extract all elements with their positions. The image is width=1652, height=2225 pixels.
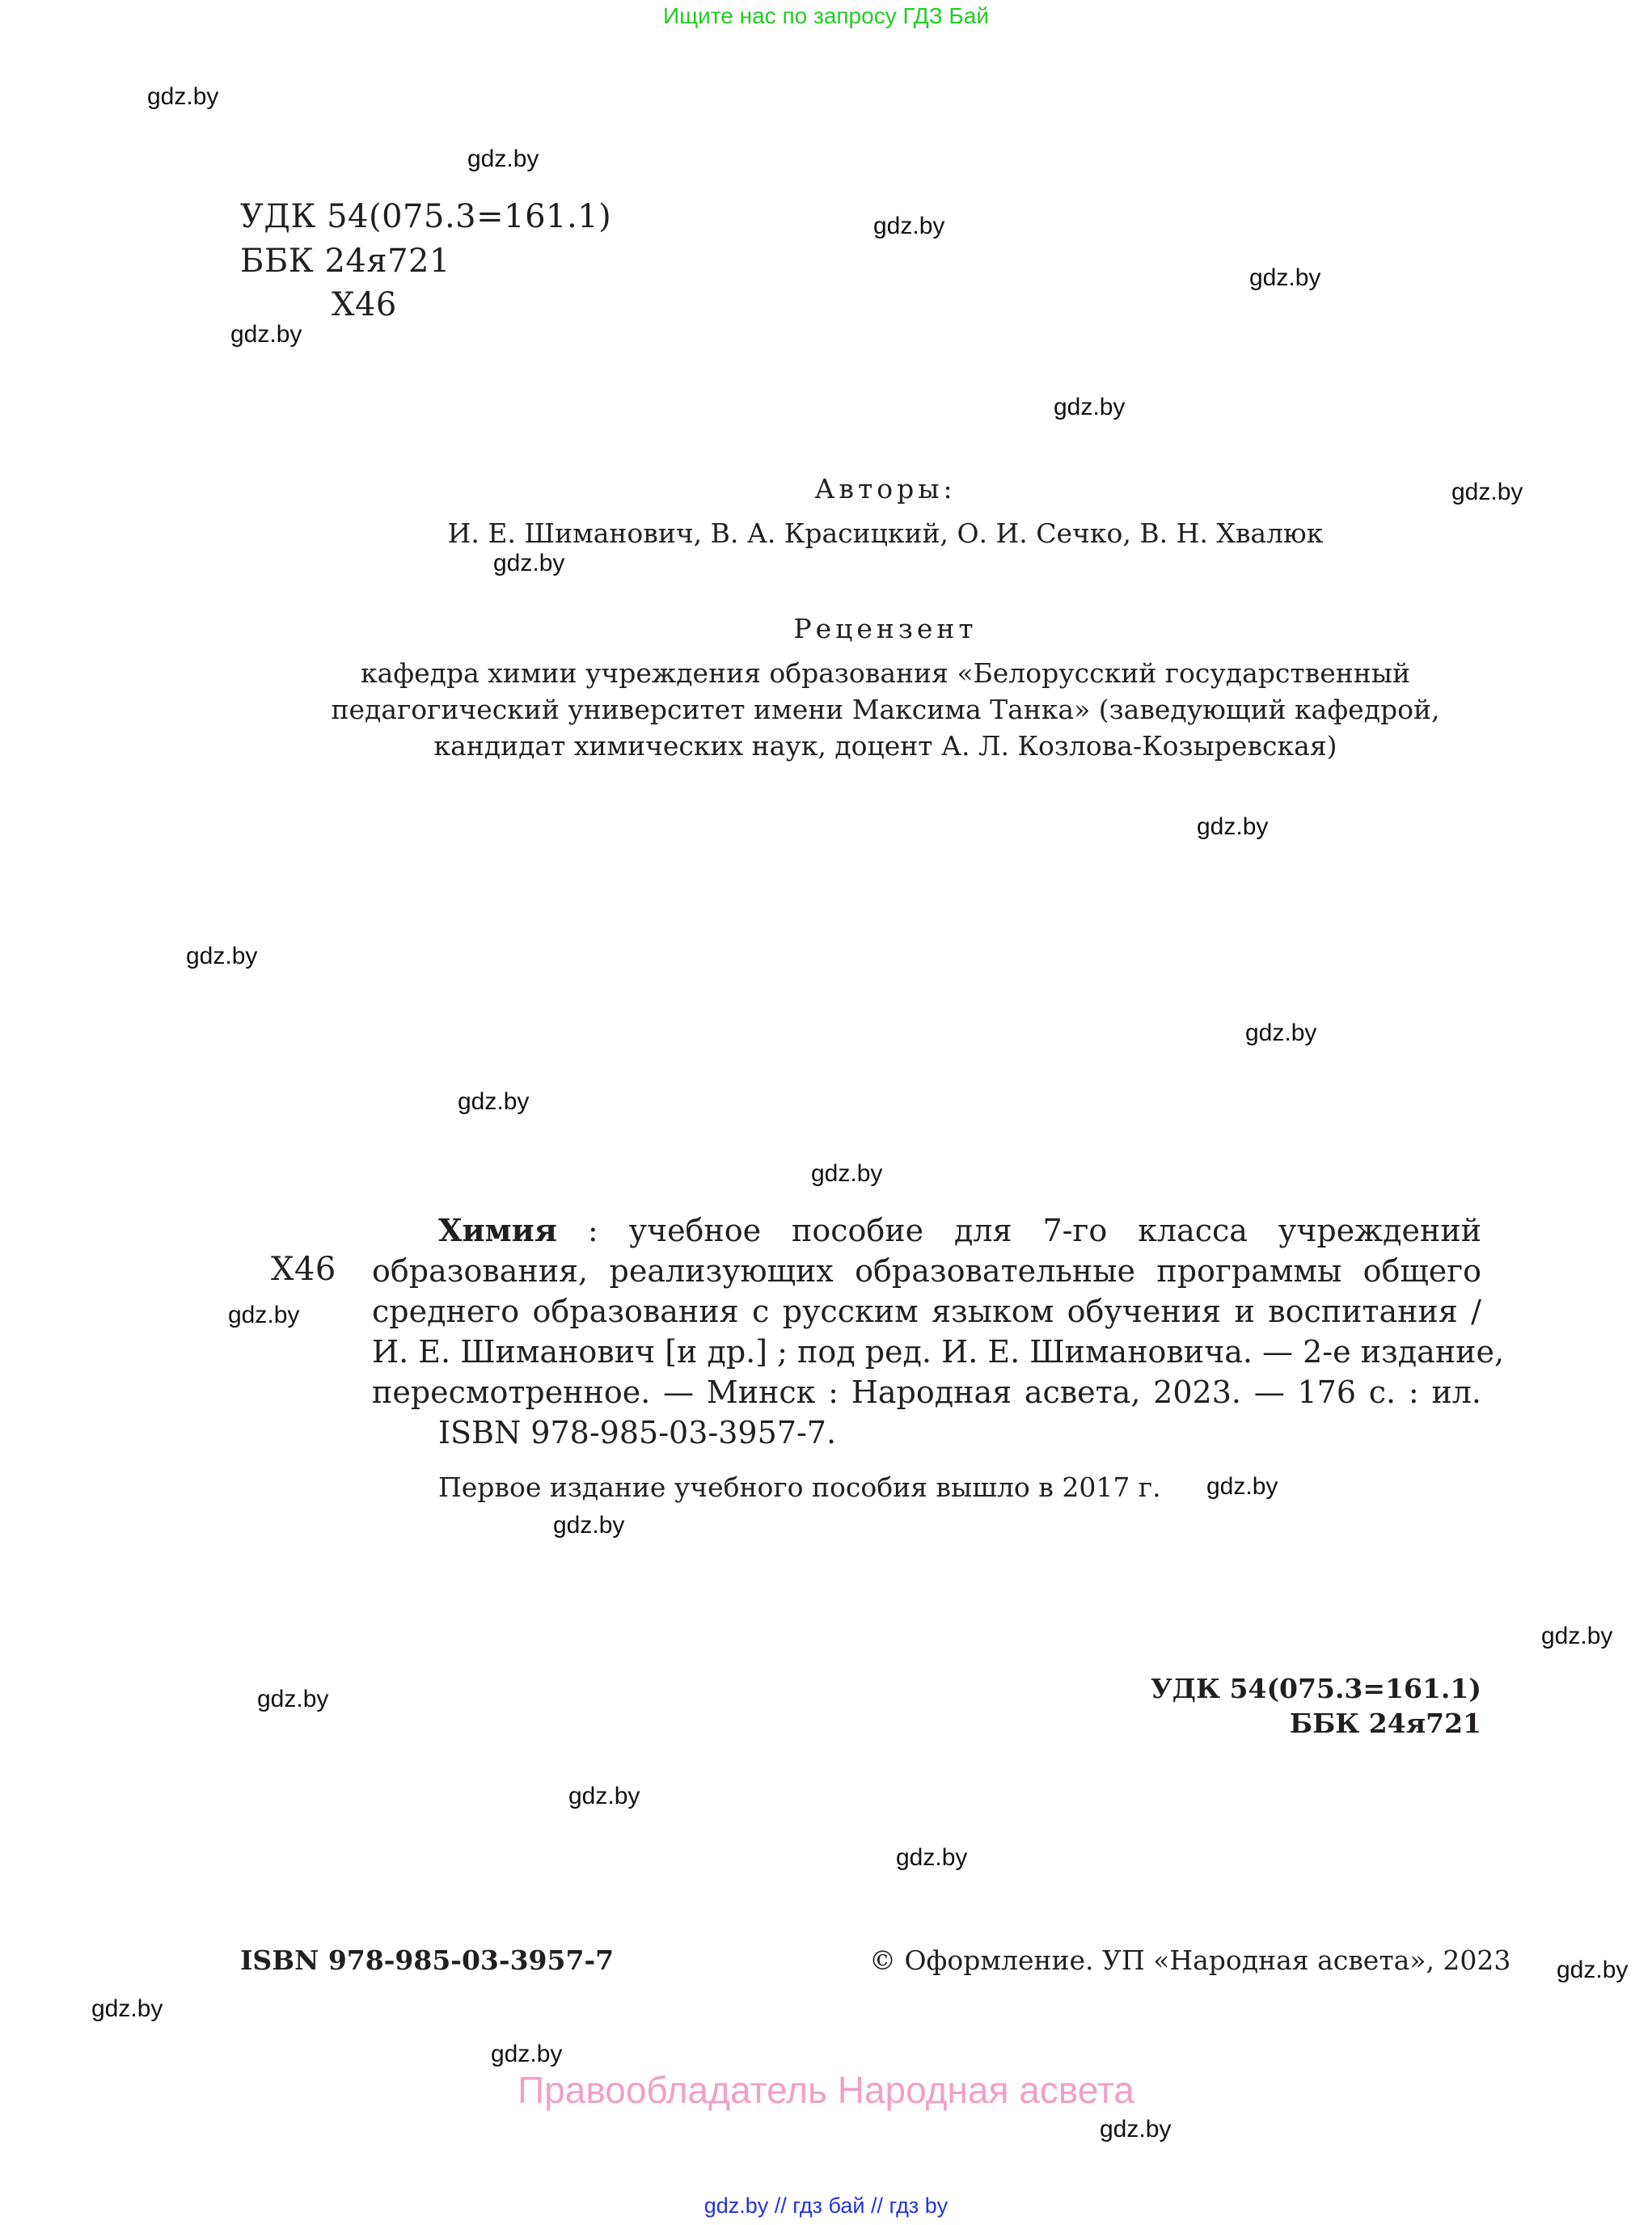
biblio-line: образования, реализующих образовательные программы общего xyxy=(372,1253,1481,1289)
search-banner: Ищите нас по запросу ГДЗ Бай xyxy=(662,3,990,28)
authors-heading: Авторы: xyxy=(814,473,957,505)
biblio-line-rest: : учебное пособие для 7-го класса учреждений xyxy=(556,1213,1481,1248)
watermark: gdz.by xyxy=(493,550,565,576)
watermark: gdz.by xyxy=(1451,479,1523,505)
watermark: gdz.by xyxy=(1541,1623,1613,1649)
reviewer-heading: Рецензент xyxy=(793,613,978,644)
watermark: gdz.by xyxy=(553,1512,625,1539)
first-edition-note: Первое издание учебного пособия вышло в 2017 г. xyxy=(438,1471,1161,1503)
watermark: gdz.by xyxy=(467,146,539,172)
biblio-line-first xyxy=(372,1210,1481,1251)
book-title: Химия xyxy=(438,1212,557,1248)
bottom-links[interactable]: gdz.by // гдз бай // гдз by xyxy=(703,2193,949,2218)
watermark: gdz.by xyxy=(1206,1473,1278,1500)
watermark: gdz.by xyxy=(91,1995,163,2022)
biblio-isbn: ISBN 978-985-03-3957-7. xyxy=(438,1415,837,1450)
watermark: gdz.by xyxy=(1100,2116,1172,2143)
watermark: gdz.by xyxy=(147,83,219,110)
biblio-author-mark: Х46 xyxy=(271,1251,336,1288)
watermark: gdz.by xyxy=(186,943,258,969)
bbk-code: ББК 24я721 xyxy=(240,243,450,280)
watermark: gdz.by xyxy=(458,1088,530,1115)
footer-isbn: ISBN 978-985-03-3957-7 xyxy=(240,1944,615,1976)
watermark: gdz.by xyxy=(1557,1957,1629,1983)
watermark: gdz.by xyxy=(228,1302,300,1328)
watermark: gdz.by xyxy=(811,1160,883,1187)
rights-holder: Правообладатель Народная асвета xyxy=(518,2069,1134,2111)
watermark: gdz.by xyxy=(491,2041,563,2067)
watermark: gdz.by xyxy=(257,1686,329,1712)
watermark: gdz.by xyxy=(1249,264,1321,291)
watermark: gdz.by xyxy=(1245,1020,1317,1046)
watermark: gdz.by xyxy=(1054,394,1126,420)
bibliographic-record xyxy=(372,1210,1505,1453)
watermark: gdz.by xyxy=(873,213,945,239)
udk-code: УДК 54(075.3=161.1) xyxy=(240,198,612,235)
watermark: gdz.by xyxy=(230,321,302,348)
watermark: gdz.by xyxy=(568,1783,640,1809)
reviewer-line: педагогический университет имени Максима Танка» (заведующий кафедрой, xyxy=(331,694,1440,725)
reviewer-line: кандидат химических наук, доцент А. Л. Козлова-Козыревская) xyxy=(433,730,1337,762)
biblio-line: пересмотренное. — Минск : Народная асвета, 2023. — 176 с. : ил. xyxy=(372,1374,1481,1410)
bottom-udk-code: УДК 54(075.3=161.1) xyxy=(1150,1673,1481,1704)
authors-names: И. Е. Шиманович, В. А. Красицкий, О. И. Сечко, В. Н. Хвалюк xyxy=(447,517,1324,549)
footer-copyright: © Оформление. УП «Народная асвета», 2023 xyxy=(869,1944,1511,1976)
author-mark: Х46 xyxy=(332,286,397,323)
bottom-bbk-code: ББК 24я721 xyxy=(1289,1708,1481,1739)
watermark: gdz.by xyxy=(1197,813,1269,840)
biblio-line: И. Е. Шиманович [и др.] ; под ред. И. Е. Шимановича. — 2-е издание, xyxy=(372,1334,1505,1370)
watermark: gdz.by xyxy=(896,1844,968,1871)
biblio-line: среднего образования с русским языком обучения и воспитания / xyxy=(372,1294,1481,1329)
reviewer-line: кафедра химии учреждения образования «Белорусский государственный xyxy=(360,657,1411,689)
